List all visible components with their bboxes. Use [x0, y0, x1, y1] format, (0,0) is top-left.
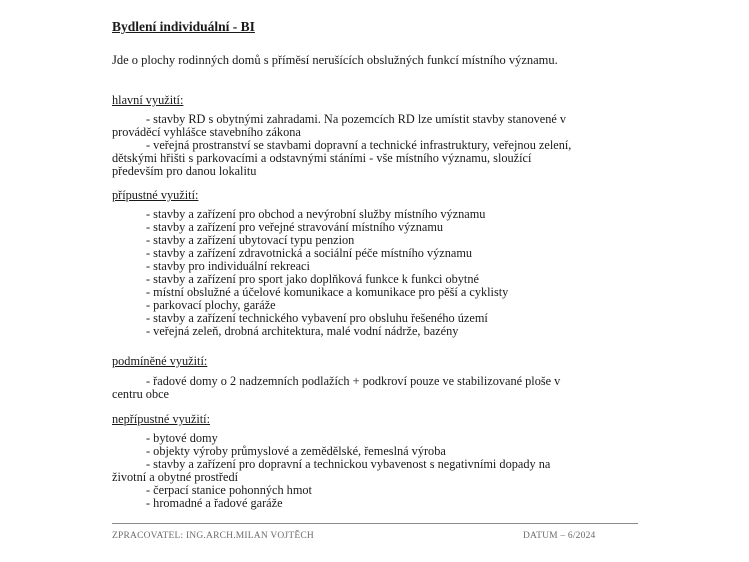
permitted-use-item: - stavby a zařízení pro obchod a nevýrobní služby místního významu — [146, 207, 486, 221]
main-use-line: prováděcí vyhlášce stavebního zákona — [112, 125, 301, 139]
heading-prohibited-use: nepřípustné využití: — [112, 412, 211, 426]
permitted-use-item: - stavby a zařízení pro veřejné stravování místního významu — [146, 220, 444, 234]
prohibited-use-line: - hromadné a řadové garáže — [146, 496, 283, 510]
intro-paragraph: Jde o plochy rodinných domů s příměsí nerušících obslužných funkcí místního významu. — [112, 53, 558, 67]
permitted-use-item: - stavby a zařízení ubytovací typu penzion — [146, 233, 355, 247]
prohibited-use-line: - stavby a zařízení pro dopravní a technickou vybavenost s negativními dopady na — [146, 457, 551, 471]
permitted-use-item: - stavby pro individuální rekreaci — [146, 259, 310, 273]
permitted-use-item: - místní obslužné a účelové komunikace a komunikace pro pěší a cyklisty — [146, 285, 509, 299]
main-use-line: především pro danou lokalitu — [112, 164, 257, 178]
permitted-use-item: - stavby a zařízení zdravotnická a sociální péče místního významu — [146, 246, 473, 260]
permitted-use-item: - parkovací plochy, garáže — [146, 298, 276, 312]
heading-permitted-use: přípustné využití: — [112, 188, 199, 202]
permitted-use-item: - veřejná zeleň, drobná architektura, malé vodní nádrže, bazény — [146, 324, 459, 338]
document-title: Bydlení individuální - BI — [112, 19, 255, 34]
footer-divider — [112, 523, 638, 524]
main-use-line: dětskými hřišti s parkovacími a odstavnými stáními - vše místního významu, sloužící — [112, 151, 532, 165]
permitted-use-item: - stavby a zařízení technického vybavení pro obsluhu řešeného území — [146, 311, 488, 325]
permitted-use-item: - stavby a zařízení pro sport jako doplňková funkce k funkci obytné — [146, 272, 479, 286]
heading-main-use: hlavní využití: — [112, 93, 184, 107]
conditional-use-line: centru obce — [112, 387, 170, 401]
footer-author: ZPRACOVATEL: ING.ARCH.MILAN VOJTĚCH — [112, 531, 314, 541]
main-use-line: - veřejná prostranství se stavbami dopravní a technické infrastruktury, veřejnou zelení, — [146, 138, 572, 152]
heading-conditional-use: podmíněné využití: — [112, 354, 208, 368]
footer-date: DATUM – 6/2024 — [523, 531, 596, 541]
main-use-line: - stavby RD s obytnými zahradami. Na pozemcích RD lze umístit stavby stanovené v — [146, 112, 567, 126]
prohibited-use-line: - bytové domy — [146, 431, 218, 445]
conditional-use-line: - řadové domy o 2 nadzemních podlažích + podkroví pouze ve stabilizované ploše v — [146, 374, 561, 388]
prohibited-use-line: - objekty výroby průmyslové a zemědělské, řemeslná výroba — [146, 444, 446, 458]
prohibited-use-line: - čerpací stanice pohonných hmot — [146, 483, 312, 497]
prohibited-use-line: životní a obytné prostředí — [112, 470, 239, 484]
